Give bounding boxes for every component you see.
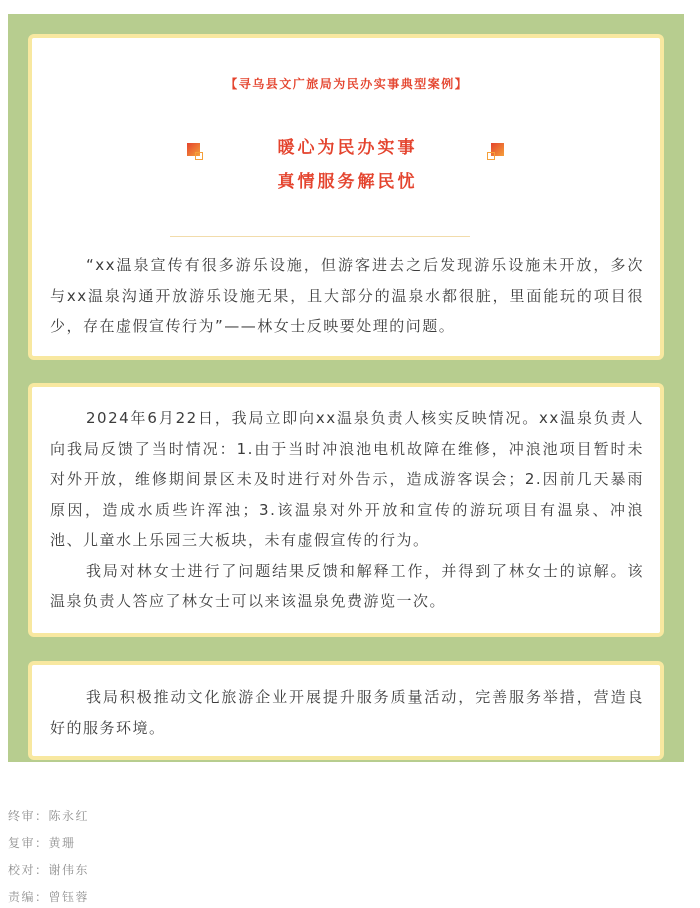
intro-body: [50, 250, 644, 342]
complaint-paragraph: “xx温泉宣传有很多游乐设施，但游客进去之后发现游乐设施未开放，多次与xx温泉沟通开放游乐设施无果，且大部分的温泉水都很脏，里面能玩的项目很少，存在虚假宣传行为”——林女士反映要处理的问题。: [50, 256, 644, 335]
credit-name: 谢伟东: [48, 863, 90, 877]
article-panel: [8, 14, 684, 762]
ornament-outline-square: [195, 152, 203, 160]
credit-label: 校对：: [8, 863, 49, 877]
credit-final-review: [8, 807, 89, 825]
summary-card: [28, 661, 664, 760]
title-line-1: 暖心为民办实事: [277, 138, 418, 158]
credit-label: 责编：: [8, 890, 49, 904]
credit-name: 陈永红: [48, 809, 90, 823]
case-tag: 【寻乌县文广旅局为民办实事典型案例】: [225, 77, 469, 91]
credit-label: 终审：: [8, 809, 49, 823]
square-ornament-icon: [187, 143, 204, 160]
credit-proofreader: [8, 861, 89, 879]
credit-label: 复审：: [8, 836, 49, 850]
editor-credits: [8, 807, 89, 906]
intro-card: [28, 34, 664, 360]
title-divider: [170, 236, 470, 237]
credit-name: 曾钰蓉: [48, 890, 90, 904]
verification-paragraph: 2024年6月22日，我局立即向xx温泉负责人核实反映情况。xx温泉负责人向我局反馈了当时情况：1.由于当时冲浪池电机故障在维修，冲浪池项目暂时未对外开放，维修期间景区未及时进行对外告示，造成游客误会；2.因前几天暴雨原因，造成水质些许浑浊；3.该温泉对外开放和宣传的游玩项目有温泉、冲浪池、儿童水上乐园三大板块，未有虚假宣传的行为。: [50, 409, 644, 549]
square-ornament-icon: [487, 143, 504, 160]
article-title: [32, 131, 660, 199]
credit-editor: [8, 888, 89, 906]
ornament-outline-square: [487, 152, 495, 160]
resolution-paragraph: 我局对林女士进行了问题结果反馈和解释工作，并得到了林女士的谅解。该温泉负责人答应了林女士可以来该温泉免费游览一次。: [50, 561, 644, 610]
summary-paragraph: 我局积极推动文化旅游企业开展提升服务质量活动，完善服务举措，营造良好的服务环境。: [50, 688, 644, 737]
title-line-2: 真情服务解民忧: [277, 172, 418, 192]
credit-name: 黄珊: [48, 836, 76, 850]
response-card: [28, 383, 664, 637]
credit-second-review: [8, 834, 89, 852]
